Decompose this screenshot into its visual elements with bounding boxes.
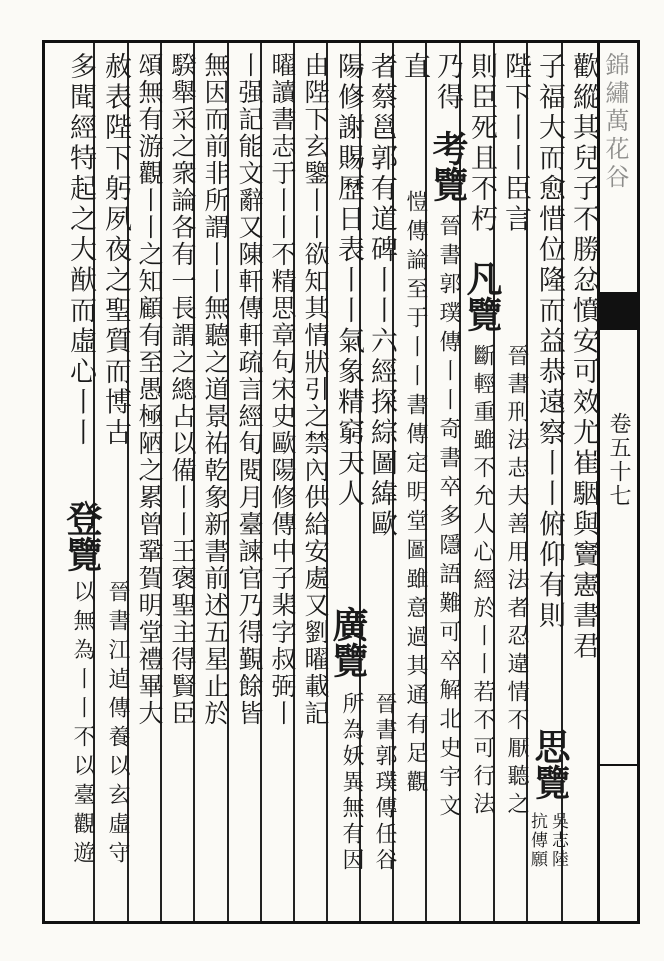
text-column-11: 丨强記能文辭又陳軒傳軒疏言經旬閱月臺諫官乃得覲餘皆 bbox=[235, 52, 264, 727]
text-column-3: 陛下丨丨臣言 bbox=[500, 52, 531, 235]
fishtail-mark bbox=[600, 292, 640, 330]
text-column-2: 子福大而愈惜位隆而益恭遠察丨丨俯仰有則 bbox=[534, 52, 565, 632]
text-column-7: 者蔡邕郭有道碑丨丨六經探綜圖緯歐 bbox=[366, 52, 397, 540]
annotation-si-lan: 吳志陸 抗傳願 bbox=[527, 812, 568, 869]
text-column-6: 直 bbox=[399, 52, 430, 83]
headword-kao-lan: 考覽 bbox=[427, 130, 469, 202]
margin-title: 錦繡萬花谷 bbox=[601, 52, 629, 192]
text-column-15: 赦表陛下躬夙夜之聖質而博古 bbox=[100, 52, 131, 449]
headword-si-lan: 思覽 bbox=[529, 728, 571, 800]
text-column-5: 乃得 bbox=[432, 52, 463, 113]
headword-fan-lan: 凡覽 bbox=[461, 260, 503, 332]
text-column-3-rest: 晉書刑法志夫善用法者忍違情不厭聽之 bbox=[504, 344, 529, 820]
margin-rule bbox=[600, 764, 640, 766]
text-column-4: 則臣死且不朽 bbox=[466, 52, 497, 235]
text-column-16: 多聞經特起之大猷而虛心丨丨 bbox=[65, 52, 96, 449]
text-column-15-rest: 晉書江逌傳養以玄虛守 bbox=[105, 580, 130, 870]
text-column-14: 頌無有游觀丨丨之知顧有至愚極陋之累曾鞏賀明堂禮畢大 bbox=[135, 52, 164, 727]
text-column-9: 由陛下玄鑒丨丨欲知其情狀引之禁內供給安處又劉曜載記 bbox=[301, 52, 330, 727]
text-column-8: 陽修謝賜歷日表丨丨氣象精窮天人 bbox=[333, 52, 364, 510]
text-column-7-rest: 晉書郭璞傳任谷 bbox=[372, 692, 397, 874]
headword-deng-lan: 登覽 bbox=[61, 500, 103, 572]
text-column-5-rest: 晉書郭璞傳丨丨奇書卒多隱語難可卒解北史宇文 bbox=[436, 214, 461, 823]
text-column-8-rest: 所為妖異無有因 bbox=[339, 692, 364, 874]
text-column-16-rest: 以無為丨丨不以臺觀遊 bbox=[70, 580, 95, 870]
volume-label: 卷五十七 bbox=[606, 412, 631, 508]
text-column-13: 騤舉采之衆論各有一長謂之總占以備丨丨王褒聖主得賢臣 bbox=[168, 52, 197, 727]
headword-guang-lan: 廣覽 bbox=[327, 606, 369, 678]
text-column-6-rest: 愷傳論至于丨丨書傳定明堂圖雖意過其通有足觀 bbox=[403, 190, 428, 799]
text-column-10: 曜讀書志于丨丨不精思章句宋史歐陽修傳中子棐字叔弼丨 bbox=[268, 52, 297, 727]
text-column-1: 歡縱其兒子不勝忿憤安可效尤崔駰與竇憲書君 bbox=[568, 52, 599, 662]
text-column-4-rest: 斷輕重雖不允人心經於丨丨若不可行法 bbox=[470, 344, 495, 820]
text-column-12: 無因而前非所謂丨丨無聽之道景祐乾象新書前述五星止於 bbox=[201, 52, 230, 727]
